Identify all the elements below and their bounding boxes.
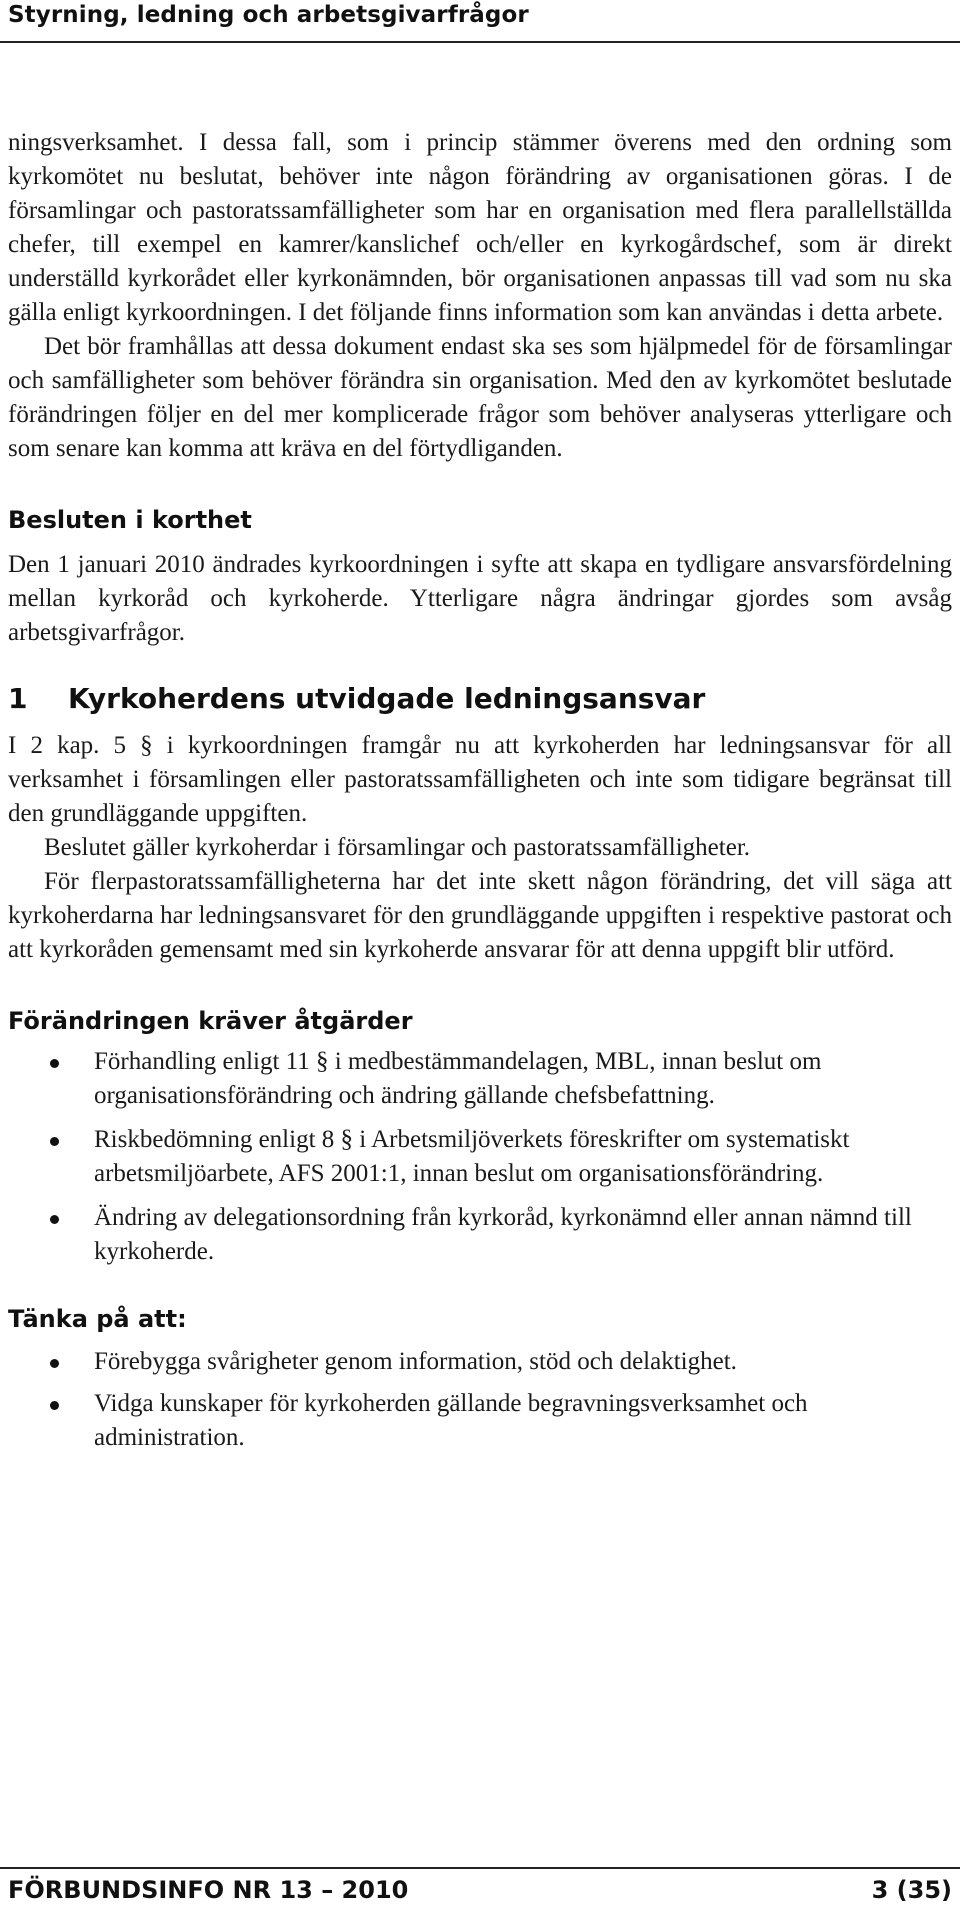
- list-item: [8, 1201, 952, 1269]
- list-item: [8, 1123, 952, 1191]
- section-1-paragraph-3: För flerpastoratssamfälligheterna har det inte skett någon förändring, det vill säga att kyrkoherdarna har ledningsansvaret för den grundläggande uppgiften i respektive pastorat och att kyrkoråden gemensamt med sin kyrkoherde ansvarar för att denna uppgift blir utförd.: [8, 868, 952, 963]
- intro-paragraph-2: Det bör framhållas att dessa dokument endast ska ses som hjälpmedel för de församlingar och samfälligheter som behöver förändra sin organisation. Med den av kyrkomötet beslutade förändringen följer en del mer komplicerade frågor som behöver analyseras ytterligare och som senare kan komma att kräva en del förtydliganden.: [8, 333, 952, 462]
- section-number: 1: [8, 682, 28, 715]
- consider-list: [8, 1345, 952, 1455]
- section-1-heading: [8, 682, 952, 715]
- list-item-text: Riskbedömning enligt 8 § i Arbetsmiljöverkets föreskrifter om systematiskt arbetsmiljöarbete, AFS 2001:1, innan beslut om organisationsförändring.: [94, 1126, 850, 1187]
- footer-publication: FÖRBUNDSINFO NR 13 – 2010: [8, 1876, 409, 1904]
- page-content: [8, 126, 952, 1455]
- consider-heading: Tänka på att:: [8, 1305, 187, 1333]
- section-1-paragraph-1: I 2 kap. 5 § i kyrkoordningen framgår nu att kyrkoherden har ledningsansvar för all verksamhet i församlingen eller pastoratssamfälligheten och inte som tidigare begränsat till den grundläggande uppgiften.: [8, 732, 952, 827]
- header-rule: [0, 41, 960, 43]
- bullet-icon: [50, 1359, 59, 1368]
- footer-rule: [0, 1867, 960, 1869]
- footer-page-number: 3 (35): [871, 1876, 952, 1904]
- bullet-icon: [50, 1059, 59, 1068]
- section-1-paragraph-2: Beslutet gäller kyrkoherdar i församlingar och pastoratssamfälligheter.: [44, 834, 751, 861]
- section-title: Kyrkoherdens utvidgade ledningsansvar: [68, 682, 706, 715]
- bullet-icon: [50, 1215, 59, 1224]
- list-item: [8, 1045, 952, 1113]
- list-item: [8, 1345, 952, 1379]
- list-item-text: Ändring av delegationsordning från kyrkoråd, kyrkonämnd eller annan nämnd till kyrkoherde.: [94, 1204, 912, 1265]
- list-item-text: Vidga kunskaper för kyrkoherden gällande begravningsverksamhet och administration.: [94, 1390, 808, 1451]
- actions-list: [8, 1045, 952, 1269]
- actions-heading: Förändringen kräver åtgärder: [8, 1007, 413, 1035]
- intro-paragraph-1: ningsverksamhet. I dessa fall, som i princip stämmer överens med den ordning som kyrkomötet nu beslutat, behöver inte någon förändring av organisationen göras. I de församlingar och pastoratssamfälligheter som har en organisation med flera parallellställda chefer, till exempel en kamrer/kanslichef och/eller en kyrkogårdschef, som är direkt underställd kyrkorådet eller kyrkonämnden, bör organisationen anpassas till vad som nu ska gälla enligt kyrkoordningen. I det följande finns information som kan användas i detta arbete.: [8, 129, 952, 326]
- list-item: [8, 1387, 952, 1455]
- bullet-icon: [50, 1401, 59, 1410]
- list-item-text: Förhandling enligt 11 § i medbestämmandelagen, MBL, innan beslut om organisationsförändring och ändring gällande chefsbefattning.: [94, 1048, 822, 1109]
- running-header: Styrning, ledning och arbetsgivarfrågor: [8, 2, 529, 28]
- summary-paragraph: Den 1 januari 2010 ändrades kyrkoordningen i syfte att skapa en tydligare ansvarsfördelning mellan kyrkoråd och kyrkoherde. Ytterligare några ändringar gjordes som avsåg arbetsgivarfrågor.: [8, 551, 952, 646]
- summary-heading: Besluten i korthet: [8, 506, 252, 534]
- bullet-icon: [50, 1137, 59, 1146]
- list-item-text: Förebygga svårigheter genom information, stöd och delaktighet.: [94, 1348, 737, 1375]
